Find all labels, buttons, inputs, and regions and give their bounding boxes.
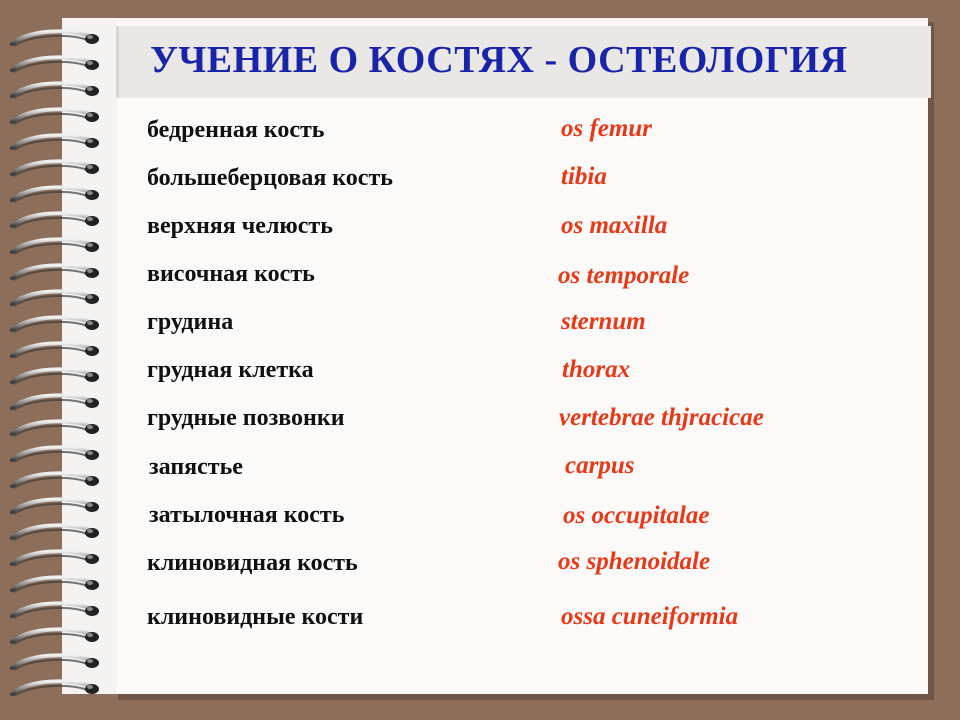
term-row [0,547,960,587]
term-russian: клиновидные кости [147,604,364,630]
term-row [0,115,960,155]
term-row [0,403,960,443]
term-russian: височная кость [147,261,315,287]
term-latin: os temporale [558,262,690,289]
term-latin: ossa cuneiformia [561,603,739,630]
term-latin: os occupitalae [563,502,710,529]
term-russian: запястье [149,454,243,480]
term-row [0,603,960,643]
term-latin: tibia [561,163,607,190]
binding-ring [12,681,99,696]
binding-ring [12,57,99,72]
term-latin: os maxilla [561,212,668,239]
term-russian: грудная клетка [147,357,314,383]
term-row [0,211,960,251]
term-russian: верхняя челюсть [147,213,333,239]
binding-ring [12,31,99,46]
term-latin: vertebrae thjracicae [559,404,764,431]
term-russian: грудина [147,309,234,335]
term-latin: os sphenoidale [558,548,711,575]
term-row [0,307,960,347]
page-title: УЧЕНИЕ О КОСТЯХ - ОСТЕОЛОГИЯ [150,39,848,81]
term-latin: thorax [562,356,631,383]
term-row [0,499,960,539]
binding-ring [12,83,99,98]
term-russian: грудные позвонки [147,405,345,431]
term-russian: бедренная кость [147,117,325,143]
binding-ring [12,655,99,670]
term-row [0,355,960,395]
term-russian: клиновидная кость [147,550,358,576]
term-latin: os femur [561,115,652,142]
term-russian: большеберцовая кость [147,165,393,191]
term-row [0,163,960,203]
term-latin: sternum [561,308,646,335]
term-row [0,451,960,491]
term-latin: carpus [565,452,635,479]
term-russian: затылочная кость [149,502,345,528]
term-row [0,259,960,299]
